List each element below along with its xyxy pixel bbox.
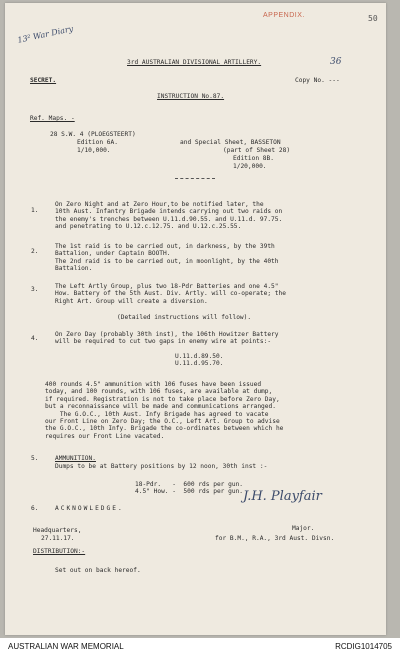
signature: J.H. Playfair: [243, 489, 322, 504]
signatory-rank: Major.: [292, 525, 315, 532]
ammunition-table: 18-Pdr. - 600 rds per gun. 4.5" How. - 500 rds per gun.: [135, 481, 244, 496]
section-heading: AMMUNITION.: [55, 455, 96, 462]
paragraph-text: The 1st raid is to be carried out, in darkness, by the 39th Battalion, under Captain BOOTH. The 2nd raid is to be carried out, in moonlight, by the 40th Battalion.: [55, 243, 279, 273]
footer-left: AUSTRALIAN WAR MEMORIAL: [8, 642, 124, 651]
paragraph-text: On Zero Day (probably 30th inst), the 106th Howitzer Battery will be required to cut two gaps in enemy wire at points:-: [55, 331, 279, 346]
paragraph-number: 6.: [31, 505, 39, 512]
paragraph-number: 5.: [31, 455, 39, 462]
ref-line2-right: (part of Sheet 28): [223, 147, 291, 154]
document-page: [5, 3, 386, 635]
ref-line2-left: Edition 6A.: [77, 139, 118, 146]
ref-line1-left: 28 S.W. 4 (PLOEGSTEERT): [50, 131, 136, 138]
unit-heading: 3rd AUSTRALIAN DIVISIONAL ARTILLERY.: [127, 59, 262, 66]
paragraph-number: 4.: [31, 335, 39, 342]
document-date: 27.11.17.: [41, 535, 75, 542]
paragraph-text: 400 rounds 4.5" ammunition with 106 fuses have been issued today, and 100 rounds, with 106 fuses, are available at dump, if required. Registration is not to take place before Zero Day, but a reconnaissance will be made and communications arranged. The G.O.C., 10th Aust. Infy Brigade has agreed to vacate our Front Line on Zero Day; the O.C., Left Art. Group to advise the G.O.C., 10th Infy. Brigade the co-ordinates between which he requires our Front Line vacated.: [45, 381, 284, 440]
distribution-label: DISTRIBUTION:-: [33, 548, 86, 555]
copy-number-label: Copy No. ---: [295, 77, 340, 84]
acknowledge-line: ACKNOWLEDGE.: [55, 505, 124, 512]
distribution-text: Set out on back hereof.: [55, 567, 141, 574]
paragraph-number: 2.: [31, 248, 39, 255]
signatory-capacity: for B.M., R.A., 3rd Aust. Divsn.: [215, 535, 335, 542]
section-divider: [175, 178, 215, 179]
page-number: 50: [368, 14, 378, 23]
paragraph-text: (Detailed instructions will follow).: [117, 314, 252, 321]
handwritten-copy-number: 36: [330, 57, 342, 67]
appendix-stamp: APPENDIX.: [263, 12, 305, 19]
paragraph-text: Dumps to be at Battery positions by 12 noon, 30th inst :-: [55, 463, 268, 470]
ref-maps-label: Ref. Maps. -: [30, 115, 75, 122]
ref-line1-right: and Special Sheet, BASSETON: [180, 139, 281, 146]
paragraph-text: The Left Artly Group, plus two 18-Pdr Batteries and one 4.5" How. Battery of the 5th Aust. Div. Artly. will co-operate; the Right Art. Group will create a diversion.: [55, 283, 286, 305]
paragraph-number: 1.: [31, 207, 39, 214]
headquarters-label: Headquarters,: [33, 527, 82, 534]
classification: SECRET.: [30, 77, 57, 84]
handwritten-corner-note: 13² War Diary: [16, 24, 74, 45]
paragraph-number: 3.: [31, 286, 39, 293]
ref-line3-right: Edition 8B.: [233, 155, 274, 162]
footer-right: RCDIG1014705: [335, 642, 392, 651]
grid-references: U.11.d.89.50. U.11.d.95.70.: [175, 353, 224, 368]
ref-line3-left: 1/10,000.: [77, 147, 111, 154]
ref-line4-right: 1/20,000.: [233, 163, 267, 170]
instruction-title: INSTRUCTION No.87.: [157, 93, 225, 100]
paragraph-text: On Zero Night and at Zero Hour,to be notified later, the 10th Aust. Infantry Brigade intends carrying out two raids on the enemy's trenches between U.11.d.90.55. and U.11.d. 97.75. and penetrating to U.12.c.12.75. and U.12.c.25.55.: [55, 201, 283, 231]
